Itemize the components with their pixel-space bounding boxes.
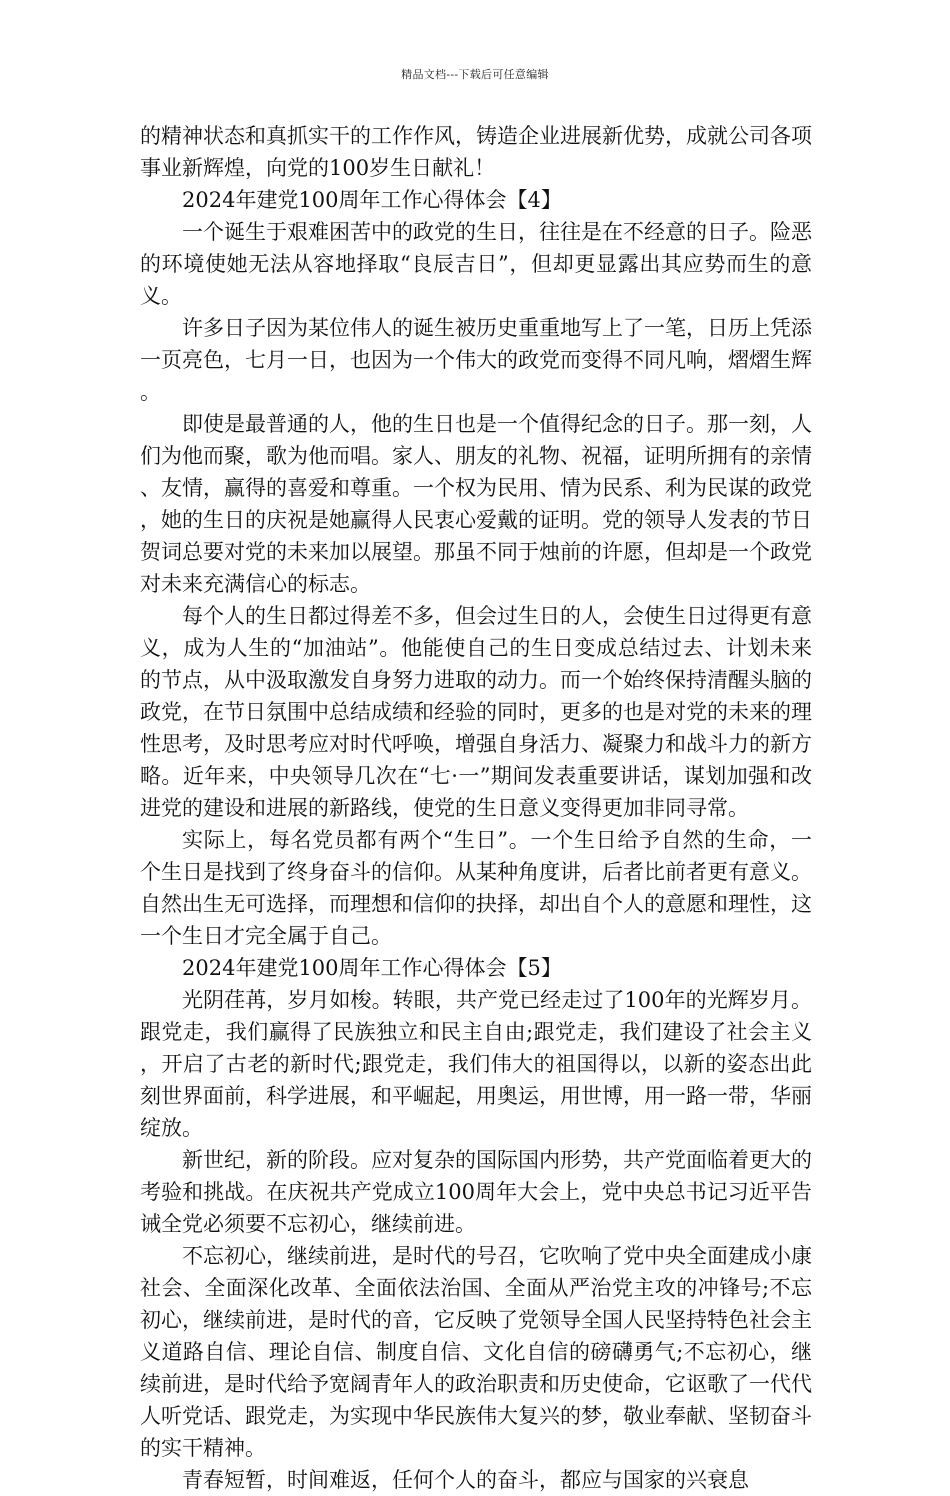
- document-body: [140, 120, 812, 1496]
- paragraph: 实际上，每名党员都有两个“生日”。一个生日给予自然的生命，一个生日是找到了终身奋斗的信仰。从某种角度讲，后者比前者更有意义。自然出生无可选择，而理想和信仰的抉择，却出自个人的意愿和理性，这一个生日才完全属于自己。: [140, 828, 812, 948]
- page-header: 精品文档---下载后可任意编辑: [401, 68, 549, 81]
- paragraph: 青春短暂，时间难返，任何个人的奋斗，都应与国家的兴衰息: [182, 1468, 749, 1492]
- paragraph: 不忘初心，继续前进，是时代的号召，它吹响了党中央全面建成小康社会、全面深化改革、全面依法治国、全面从严治党主攻的冲锋号;不忘初心，继续前进，是时代的音，它反映了党领导全国人民坚持特色社会主义道路自信、理论自信、制度自信、文化自信的磅礴勇气;不忘初心，继续前进，是时代给予宽阔青年人的政治职责和历史使命，它讴歌了一代代人听党话、跟党走，为实现中华民族伟大复兴的梦，敬业奉献、坚韧奋斗的实干精神。: [140, 1244, 812, 1460]
- section-heading-5: 2024年建党100周年工作心得体会【5】: [182, 956, 562, 980]
- paragraph: 每个人的生日都过得差不多，但会过生日的人，会使生日过得更有意义，成为人生的“加油站”。他能使自己的生日变成总结过去、计划未来的节点，从中汲取激发自身努力进取的动力。而一个始终保持清醒头脑的政党，在节日氛围中总结成绩和经验的同时，更多的也是对党的未来的理性思考，及时思考应对时代呼唤，增强自身活力、凝聚力和战斗力的新方略。近年来，中央领导几次在“七·一”期间发表重要讲话，谋划加强和改进党的建设和进展的新路线，使党的生日意义变得更加非同寻常。: [140, 604, 812, 820]
- paragraph-continued: 的精神状态和真抓实干的工作作风，铸造企业进展新优势，成就公司各项事业新辉煌，向党的100岁生日献礼！: [140, 124, 812, 180]
- paragraph: 即使是最普通的人，他的生日也是一个值得纪念的日子。那一刻，人们为他而聚，歌为他而唱。家人、朋友的礼物、祝福，证明所拥有的亲情、友情，赢得的喜爱和尊重。一个权为民用、情为民系、利为民谋的政党，她的生日的庆祝是她赢得人民衷心爱戴的证明。党的领导人发表的节日贺词总要对党的未来加以展望。那虽不同于烛前的许愿，但却是一个政党对未来充满信心的标志。: [140, 412, 812, 596]
- paragraph: 一个诞生于艰难困苦中的政党的生日，往往是在不经意的日子。险恶的环境使她无法从容地择取“良辰吉日”，但却更显露出其应势而生的意义。: [140, 220, 812, 308]
- section-heading-4: 2024年建党100周年工作心得体会【4】: [182, 188, 562, 212]
- paragraph: 许多日子因为某位伟人的诞生被历史重重地写上了一笔，日历上凭添一页亮色，七月一日，也因为一个伟大的政党而变得不同凡响，熠熠生辉。: [140, 316, 812, 404]
- paragraph: 光阴荏苒，岁月如梭。转眼，共产党已经走过了100年的光辉岁月。跟党走，我们赢得了民族独立和民主自由;跟党走，我们建设了社会主义，开启了古老的新时代;跟党走，我们伟大的祖国得以，以新的姿态出此刻世界面前，科学进展，和平崛起，用奥运，用世博，用一路一带，华丽绽放。: [140, 988, 812, 1140]
- paragraph: 新世纪，新的阶段。应对复杂的国际国内形势，共产党面临着更大的考验和挑战。在庆祝共产党成立100周年大会上，党中央总书记习近平告诫全党必须要不忘初心，继续前进。: [140, 1148, 812, 1236]
